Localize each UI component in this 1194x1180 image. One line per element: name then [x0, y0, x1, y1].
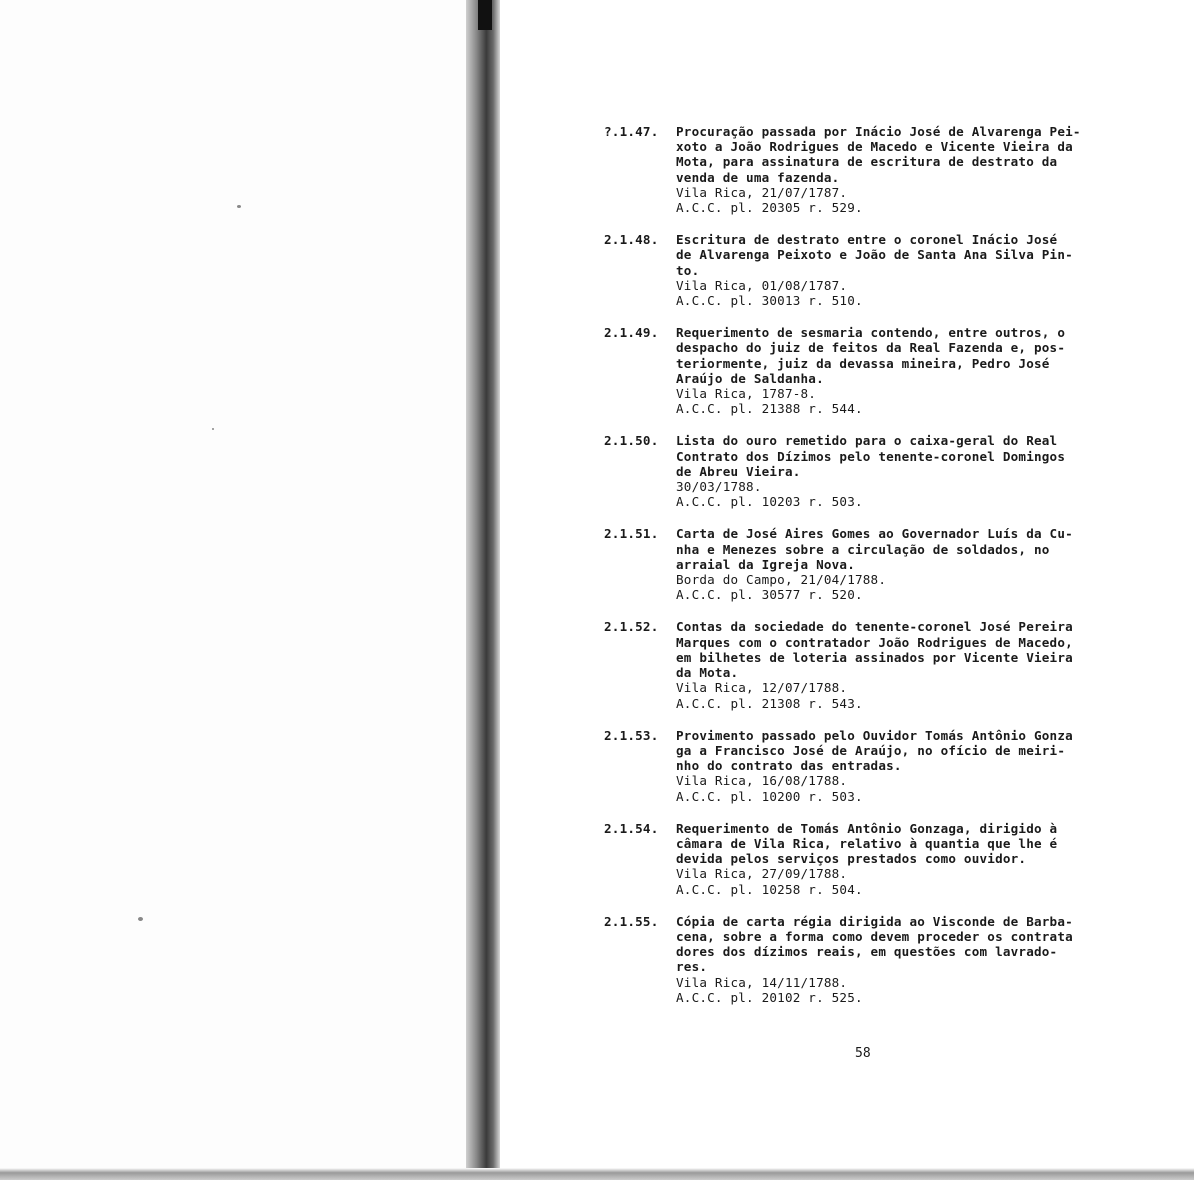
entry-reference: A.C.C. pl. 21308 r. 543.	[676, 695, 863, 711]
entry-place-date: Vila Rica, 16/08/1788.	[676, 773, 848, 789]
entry-description: Lista do ouro remetido para o caixa-geral do Real Contrato dos Dízimos pelo tenente-coronel Domingos de Abreu Vieira.	[676, 433, 1066, 479]
catalog-entry	[604, 619, 1124, 710]
book-gutter	[466, 0, 500, 1180]
entry-reference: A.C.C. pl. 30013 r. 510.	[676, 293, 863, 309]
entry-body	[676, 526, 1124, 602]
entry-number: 2.1.53.	[604, 727, 659, 743]
entry-place-date: Vila Rica, 1787-8.	[676, 386, 817, 402]
entry-body	[676, 232, 1124, 308]
entry-body	[676, 728, 1124, 804]
entry-reference: A.C.C. pl. 30577 r. 520.	[676, 587, 863, 603]
catalog-entry	[604, 821, 1124, 897]
entry-place-date: Vila Rica, 21/07/1787.	[676, 184, 848, 200]
entry-number: 2.1.48.	[604, 232, 659, 248]
entry-description: Escritura de destrato entre o coronel Inácio José de Alvarenga Peixoto e João de Santa Ana Silva Pin- to.	[676, 232, 1073, 278]
catalog-entry	[604, 526, 1124, 602]
entry-place-date: Vila Rica, 12/07/1788.	[676, 680, 848, 696]
catalog-entry	[604, 433, 1124, 509]
scan-bottom-edge	[0, 1168, 1194, 1180]
entry-body	[676, 821, 1124, 897]
entry-reference: A.C.C. pl. 20102 r. 525.	[676, 989, 863, 1005]
entry-place-date: Vila Rica, 27/09/1788.	[676, 866, 848, 882]
entry-description: Requerimento de Tomás Antônio Gonzaga, dirigido à câmara de Vila Rica, relativo à quantia que lhe é devida pelos serviços prestados como ouvidor.	[676, 820, 1058, 867]
entry-description: Carta de José Aires Gomes ao Governador Luís da Cu- nha e Menezes sobre a circulação de soldados, no arraial da Igreja Nova.	[676, 526, 1073, 572]
entry-number: 2.1.49.	[604, 325, 659, 341]
page-number: 58	[855, 1046, 871, 1061]
entry-number: 2.1.52.	[604, 619, 659, 635]
entry-body	[676, 619, 1124, 710]
entry-reference: A.C.C. pl. 10200 r. 503.	[676, 788, 863, 804]
entry-number: 2.1.54.	[604, 820, 659, 836]
entry-number: 2.1.55.	[604, 913, 659, 929]
paper-speck	[237, 205, 241, 208]
entry-body	[676, 124, 1124, 215]
entry-body	[676, 325, 1124, 416]
catalog-entries	[604, 124, 1124, 1022]
entry-place-date: Vila Rica, 14/11/1788.	[676, 974, 848, 990]
entry-reference: A.C.C. pl. 21388 r. 544.	[676, 401, 863, 417]
entry-description: Requerimento de sesmaria contendo, entre outros, o despacho do juiz de feitos da Real Fazenda e, pos- teriormente, juiz da devassa mineira, Pedro José Araújo de Saldanha.	[676, 325, 1066, 386]
entry-reference: A.C.C. pl. 10258 r. 504.	[676, 881, 863, 897]
entry-number: 2.1.51.	[604, 526, 659, 542]
entry-body	[676, 433, 1124, 509]
paper-speck	[138, 917, 143, 921]
book-gutter-top	[478, 0, 492, 30]
paper-speck	[212, 428, 214, 430]
catalog-entry	[604, 914, 1124, 1005]
catalog-entry	[604, 124, 1124, 215]
left-page	[0, 0, 470, 1180]
catalog-entry	[604, 325, 1124, 416]
entry-description: Contas da sociedade do tenente-coronel José Pereira Marques com o contratador João Rodrigues de Macedo, em bilhetes de loteria assinados por Vicente Vieira da Mota.	[676, 619, 1073, 681]
entry-description: Procuração passada por Inácio José de Alvarenga Pei- xoto a João Rodrigues de Macedo e Vicente Vieira da Mota, para assinatura de escritura de destrato da venda de uma fazenda.	[676, 124, 1081, 185]
entry-place-date: 30/03/1788.	[676, 479, 762, 495]
entry-place-date: Borda do Campo, 21/04/1788.	[676, 572, 887, 588]
entry-number: ?.1.47.	[604, 124, 659, 139]
catalog-entry	[604, 232, 1124, 308]
entry-reference: A.C.C. pl. 10203 r. 503.	[676, 494, 863, 510]
entry-reference: A.C.C. pl. 20305 r. 529.	[676, 200, 863, 216]
entry-description: Cópia de carta régia dirigida ao Visconde de Barba- cena, sobre a forma como devem proceder os contrata dores dos dízimos reais, em questões com lavrado- res.	[676, 913, 1073, 975]
entry-body	[676, 914, 1124, 1005]
entry-number: 2.1.50.	[604, 433, 659, 449]
catalog-entry	[604, 728, 1124, 804]
entry-place-date: Vila Rica, 01/08/1787.	[676, 277, 848, 293]
entry-description: Provimento passado pelo Ouvidor Tomás Antônio Gonza ga a Francisco José de Araújo, no ofício de meiri- nho do contrato das entradas.	[676, 727, 1073, 774]
